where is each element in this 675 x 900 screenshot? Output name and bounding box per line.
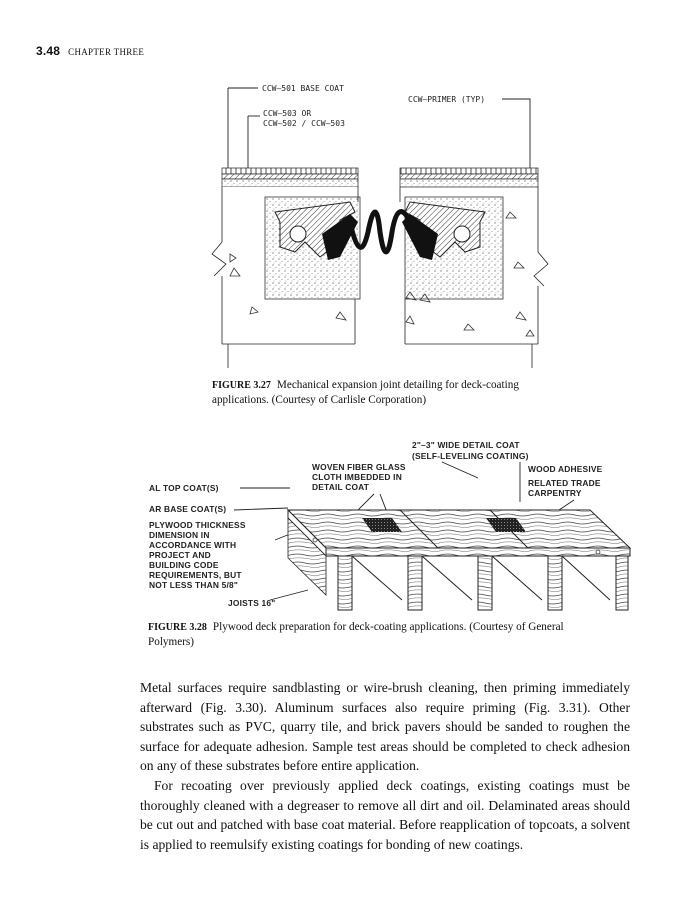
page-number: 3.48 — [36, 44, 61, 58]
figure-3-27-number: FIGURE 3.27 — [212, 380, 271, 391]
label-wood-adhesive: WOOD ADHESIVE — [528, 464, 603, 474]
label-woven-3: DETAIL COAT — [312, 482, 370, 492]
label-joists: JOISTS 16" — [228, 598, 276, 608]
body-text — [140, 678, 630, 854]
label-plywood-4: PROJECT AND — [149, 550, 211, 560]
plywood-deck-drawing — [140, 440, 640, 620]
figure-3-28-caption-line1: Plywood deck preparation for deck-coating applications. (Courtesy of General — [212, 621, 564, 633]
deck-layers-right — [400, 168, 538, 187]
label-plywood-2: DIMENSION IN — [149, 530, 210, 540]
label-plywood-3: ACCORDANCE WITH — [149, 540, 237, 550]
label-related-trade-2: CARPENTRY — [528, 488, 582, 498]
label-plywood-7: NOT LESS THAN 5/8" — [149, 580, 239, 590]
figure-3-28-caption — [148, 620, 628, 649]
figure-3-27-caption — [212, 378, 642, 407]
label-woven-2: CLOTH IMBEDDED IN — [312, 472, 402, 482]
leader-primer — [502, 99, 530, 168]
figure-3-28-number: FIGURE 3.28 — [148, 622, 207, 633]
paragraph-recoating: For recoating over previously applied deck coatings, existing coatings must be thoroughly cleaned with a degreaser to remove all dirt and oil. Delaminated areas should be cut out and patched with base coat material. Before reapplication of topcoats, a solvent is applied to reemulsify existing coatings for bonding of new coatings. — [140, 777, 630, 852]
label-base-coat: CCW–501 BASE COAT — [262, 84, 344, 93]
paragraph-metal-surfaces: Metal surfaces require sandblasting or wire-brush cleaning, then priming immediately afterward (Fig. 3.30). Aluminum surfaces also require priming (Fig. 3.31). Other substrates such as PVC, quarry tile, and brick pavers should be sanded to roughen the surface for adequate adhesion. Sample test areas should be completed to check adhesion on any of these substrates before entire application. — [140, 680, 630, 774]
figure-3-27-caption-line1: Mechanical expansion joint detailing for deck-coating — [276, 379, 519, 391]
label-detail-coat-1: 2"–3" WIDE DETAIL COAT — [412, 440, 520, 450]
label-alt-coat-2: CCW–502 / CCW–503 — [263, 119, 345, 128]
label-plywood-6: REQUIREMENTS, BUT — [149, 570, 242, 580]
deck-layers-left — [222, 168, 358, 187]
page-header — [36, 44, 144, 59]
expansion-joint-drawing — [200, 72, 560, 372]
figure-3-27-caption-line2: applications. (Courtesy of Carlisle Corporation) — [212, 394, 427, 406]
label-ar-base-coat: AR BASE COAT(S) — [149, 504, 227, 514]
label-woven-1: WOVEN FIBER GLASS — [312, 462, 406, 472]
label-primer: CCW–PRIMER (TYP) — [408, 95, 486, 104]
label-plywood-5: BUILDING CODE — [149, 560, 219, 570]
label-al-top-coat: AL TOP COAT(S) — [149, 483, 219, 493]
chapter-title: CHAPTER THREE — [68, 47, 145, 57]
label-plywood-1: PLYWOOD THICKNESS — [149, 520, 246, 530]
label-alt-coat-1: CCW–503 OR — [263, 109, 312, 118]
plywood-deck-edge — [326, 548, 630, 556]
break-line-right — [534, 252, 548, 286]
figure-3-28-caption-line2: Polymers) — [148, 636, 194, 648]
label-detail-coat-2: (SELF-LEVELING COATING) — [412, 451, 529, 461]
label-related-trade-1: RELATED TRADE — [528, 478, 601, 488]
plywood-deck-surface — [288, 510, 630, 548]
